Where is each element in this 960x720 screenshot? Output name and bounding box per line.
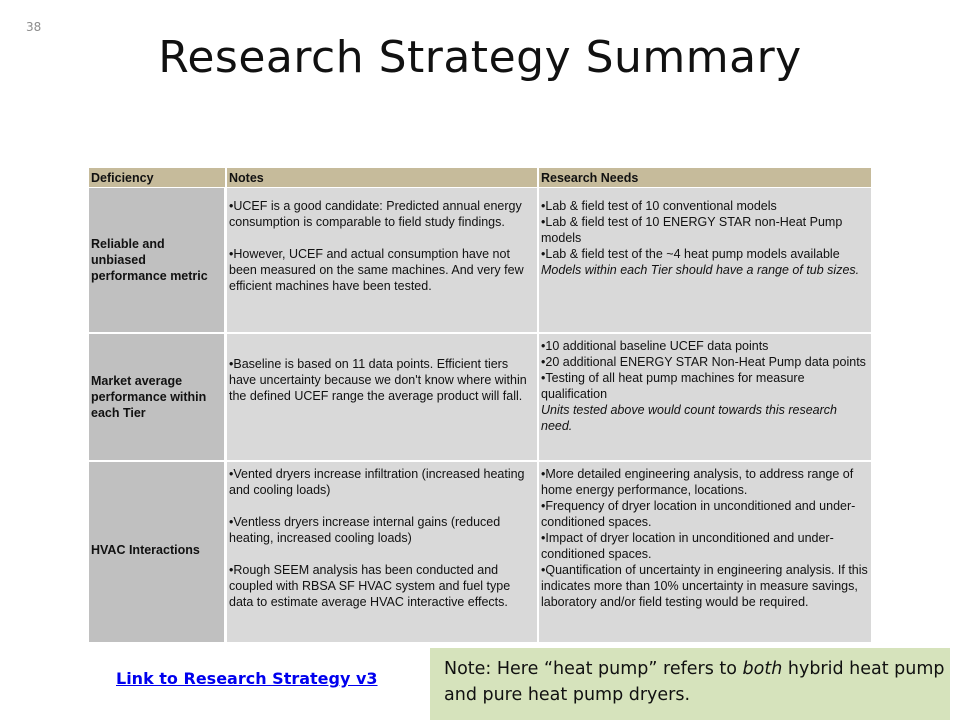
need-item: •10 additional baseline UCEF data points (541, 339, 769, 353)
need-item: •Frequency of dryer location in unconditioned and under-conditioned spaces. (541, 499, 856, 529)
need-item: •Lab & field test of 10 conventional models (541, 199, 777, 213)
notes-cell (225, 462, 537, 644)
note-suffix: hybrid heat pump and pure heat pump dryers. (444, 659, 945, 705)
need-note: Units tested above would count towards this research need. (541, 403, 837, 433)
header-deficiency: Deficiency (89, 168, 225, 188)
deficiency-cell: HVAC Interactions (89, 462, 225, 644)
notes-cell (225, 334, 537, 462)
research-needs-cell (537, 188, 871, 334)
note-item: •Rough SEEM analysis has been conducted and coupled with RBSA SF HVAC system and fuel type data to estimate average HVAC interactive effects. (229, 563, 511, 609)
note-emphasis: both (742, 659, 783, 679)
table-row (89, 462, 871, 644)
need-item: •Quantification of uncertainty in engineering analysis. If this indicates more than 10% uncertainty in measure savings, laboratory and/or field testing would be required. (541, 563, 868, 609)
slide-title: Research Strategy Summary (158, 32, 802, 83)
note-item: •Ventless dryers increase internal gains (reduced heating, increased cooling loads) (229, 515, 501, 545)
note-item: •However, UCEF and actual consumption have not been measured on the same machines. And very few efficient machines have been tested. (229, 247, 524, 293)
need-item: •More detailed engineering analysis, to address range of home energy performance, locations. (541, 467, 854, 497)
research-needs-cell (537, 334, 871, 462)
need-item: •Testing of all heat pump machines for measure qualification (541, 371, 805, 401)
header-research-needs: Research Needs (537, 168, 871, 188)
header-notes: Notes (225, 168, 537, 188)
slide-number: 38 (26, 20, 42, 34)
need-item: •Lab & field test of the ~4 heat pump models available (541, 247, 840, 261)
table-row (89, 188, 871, 334)
deficiency-cell: Reliable and unbiased performance metric (89, 188, 225, 334)
note-item: •Vented dryers increase infiltration (increased heating and cooling loads) (229, 467, 525, 497)
note-prefix: Note: Here “heat pump” refers to (444, 659, 743, 679)
research-needs-cell (537, 462, 871, 644)
need-item: •Lab & field test of 10 ENERGY STAR non-Heat Pump models (541, 215, 843, 245)
deficiency-cell: Market average performance within each Tier (89, 334, 225, 462)
research-strategy-table (89, 168, 871, 644)
table-row (89, 334, 871, 462)
note-box (430, 648, 950, 720)
need-item: •20 additional ENERGY STAR Non-Heat Pump data points (541, 355, 866, 369)
note-item: •Baseline is based on 11 data points. Efficient tiers have uncertainty because we don't know where within the defined UCEF range the average product will fall. (229, 357, 527, 403)
research-strategy-link[interactable]: Link to Research Strategy v3 (116, 669, 378, 688)
note-item: •UCEF is a good candidate: Predicted annual energy consumption is comparable to field study findings. (229, 199, 522, 229)
need-item: •Impact of dryer location in unconditioned and under-conditioned spaces. (541, 531, 834, 561)
table-header-row (89, 168, 871, 188)
notes-cell (225, 188, 537, 334)
need-note: Models within each Tier should have a range of tub sizes. (541, 263, 860, 277)
